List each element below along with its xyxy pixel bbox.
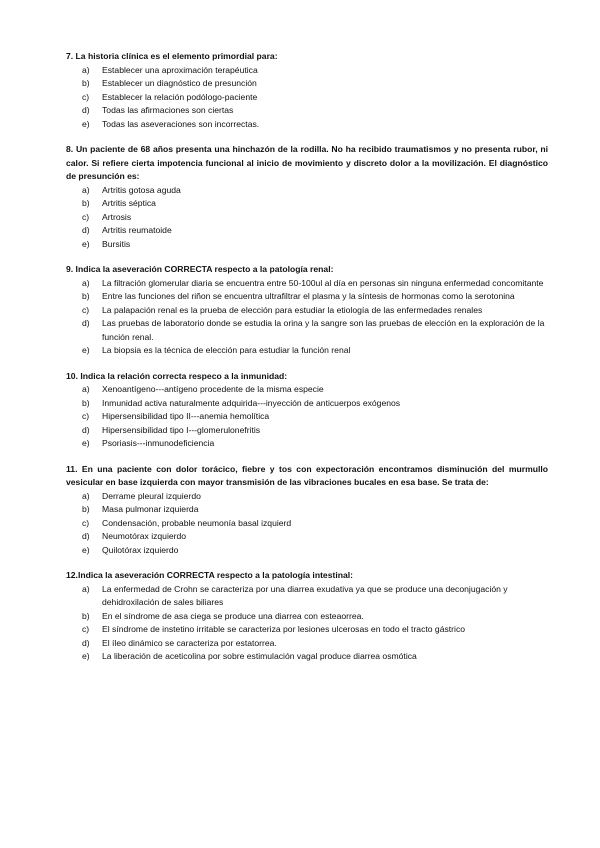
option-list (66, 184, 548, 252)
option-item (66, 503, 548, 517)
option-letter: e) (82, 438, 90, 448)
option-letter: d) (82, 225, 90, 235)
option-letter: b) (82, 291, 90, 301)
question-9 (66, 263, 548, 358)
option-letter: a) (82, 583, 90, 594)
option-letter: c) (82, 517, 90, 528)
option-text: Xenoantígeno---antígeno procedente de la misma especie (102, 384, 324, 394)
question-title: 11. En una paciente con dolor torácico, fiebre y tos con expectoración encontramos disminución del murmullo vesicular en base izquierda con mayor transmisión de las vibraciones bucales en esa base. Se trata de: (66, 463, 548, 487)
option-letter: c) (82, 304, 90, 315)
option-text: Bursitis (102, 238, 131, 249)
option-text: Hipersensibilidad tipo II---anemia hemolítica (102, 411, 270, 421)
option-text: Todas las afirmaciones son ciertas (102, 105, 234, 115)
option-list (66, 277, 548, 358)
option-text: Artrosis (102, 211, 132, 222)
option-item (66, 623, 548, 637)
option-text: La liberación de aceticolina por sobre estimulación vagal produce diarrea osmótica (102, 651, 417, 661)
question-10 (66, 370, 548, 451)
option-text: Quilotórax izquierdo (102, 544, 179, 555)
option-text: La biopsia es la técnica de elección para estudiar la función renal (102, 345, 351, 355)
option-list (66, 64, 548, 132)
option-item (66, 238, 548, 252)
option-item (66, 517, 548, 531)
option-text: Masa pulmonar izquierda (102, 504, 199, 514)
question-title: 10. Indica la relación correcta respeco a la inmunidad: (66, 370, 288, 381)
option-text: Derrame pleural izquierdo (102, 490, 201, 501)
option-item (66, 544, 548, 558)
question-title: 9. Indica la aseveración CORRECTA respecto a la patología renal: (66, 264, 334, 274)
option-item (66, 118, 548, 132)
option-letter: d) (82, 637, 90, 648)
option-item (66, 490, 548, 504)
option-item (66, 397, 548, 411)
option-text: Las pruebas de laboratorio donde se estudia la orina y la sangre son las pruebas de elección en la exploración de la función renal. (102, 318, 545, 342)
option-item (66, 277, 548, 291)
option-list (66, 490, 548, 558)
option-text: Establecer la relación podólogo-paciente (102, 91, 258, 102)
option-item (66, 91, 548, 105)
option-item (66, 290, 548, 304)
option-text: Neumotórax izquierdo (102, 531, 187, 541)
option-text: Psoriasis---inmunodeficiencia (102, 438, 215, 448)
option-text: El síndrome de instetino irritable se caracteriza por lesiones ulcerosas en todo el tracto gástrico (102, 624, 466, 634)
option-text: Condensación, probable neumonía basal izquierd (102, 517, 292, 528)
option-item (66, 583, 548, 610)
option-text: Artritis reumatoide (102, 225, 172, 235)
option-item (66, 304, 548, 318)
option-text: Todas las aseveraciones son incorrectas. (102, 118, 260, 129)
question-12 (66, 569, 548, 664)
option-list (66, 583, 548, 664)
option-letter: b) (82, 397, 90, 408)
option-item (66, 650, 548, 664)
option-item (66, 317, 548, 344)
option-letter: e) (82, 118, 90, 129)
option-text: Establecer un diagnóstico de presunción (102, 78, 257, 88)
option-item (66, 104, 548, 118)
option-item (66, 64, 548, 78)
question-title: 7. La historia clínica es el elemento primordial para: (66, 51, 278, 61)
option-text: Artritis séptica (102, 198, 156, 208)
question-8 (66, 143, 548, 251)
option-letter: a) (82, 384, 90, 394)
option-text: El íleo dinámico se caracteriza por estatorrea. (102, 637, 277, 648)
option-letter: a) (82, 64, 90, 75)
option-item (66, 224, 548, 238)
option-text: La enfermedad de Crohn se caracteriza por una diarrea exudativa ya que se produce una deconjugación y dehidroxilación de sales biliares (102, 583, 508, 607)
option-letter: d) (82, 531, 90, 541)
option-item (66, 410, 548, 424)
option-letter: c) (82, 624, 90, 634)
question-11 (66, 463, 548, 558)
option-letter: a) (82, 490, 90, 501)
option-letter: b) (82, 198, 90, 208)
option-text: La palapación renal es la prueba de elección para estudiar la etiología de las enfermedades renales (102, 304, 483, 315)
option-item (66, 383, 548, 397)
exam-page (66, 50, 548, 676)
option-letter: b) (82, 610, 90, 621)
question-7 (66, 50, 548, 131)
option-letter: e) (82, 544, 90, 555)
option-letter: c) (82, 91, 90, 102)
option-item (66, 610, 548, 624)
option-letter: d) (82, 105, 90, 115)
option-list (66, 383, 548, 451)
option-letter: a) (82, 184, 90, 195)
question-title: 12.Indica la aseveración CORRECTA respecto a la patología intestinal: (66, 570, 354, 580)
option-item (66, 77, 548, 91)
option-item (66, 211, 548, 225)
option-item (66, 197, 548, 211)
option-letter: d) (82, 318, 90, 328)
option-item (66, 530, 548, 544)
option-item (66, 184, 548, 198)
option-text: Entre las funciones del riñon se encuentra ultrafiltrar el plasma y la síntesis de hormonas como la serotonina (102, 291, 515, 301)
option-letter: e) (82, 345, 90, 355)
option-letter: e) (82, 651, 90, 661)
option-text: Inmunidad activa naturalmente adquirida---inyección de anticuerpos exógenos (102, 397, 401, 408)
option-letter: c) (82, 211, 90, 222)
option-text: Hipersensibilidad tipo I---glomerulonefritis (102, 424, 261, 435)
option-item (66, 637, 548, 651)
option-text: En el síndrome de asa ciega se produce una diarrea con esteaorrea. (102, 610, 364, 621)
option-letter: a) (82, 277, 90, 288)
option-letter: c) (82, 411, 90, 421)
option-letter: e) (82, 238, 90, 249)
option-item (66, 437, 548, 451)
option-letter: b) (82, 78, 90, 88)
option-text: La filtración glomerular diaria se encuentra entre 50-100ul al día en personas sin ninguna enfermedad concomitante (102, 277, 544, 288)
option-letter: d) (82, 424, 90, 435)
option-item (66, 424, 548, 438)
option-letter: b) (82, 504, 90, 514)
question-title: 8. Un paciente de 68 años presenta una hinchazón de la rodilla. No ha recibido traumatismos y no presenta rubor, ni calor. Si refiere cierta impotencia funcional al inicio de movimiento y discreto dolor a la movilización. El diagnóstico de presunción es: (66, 144, 548, 181)
option-text: Establecer una aproximación terapéutica (102, 64, 258, 75)
option-item (66, 344, 548, 358)
option-text: Artritis gotosa aguda (102, 184, 181, 195)
